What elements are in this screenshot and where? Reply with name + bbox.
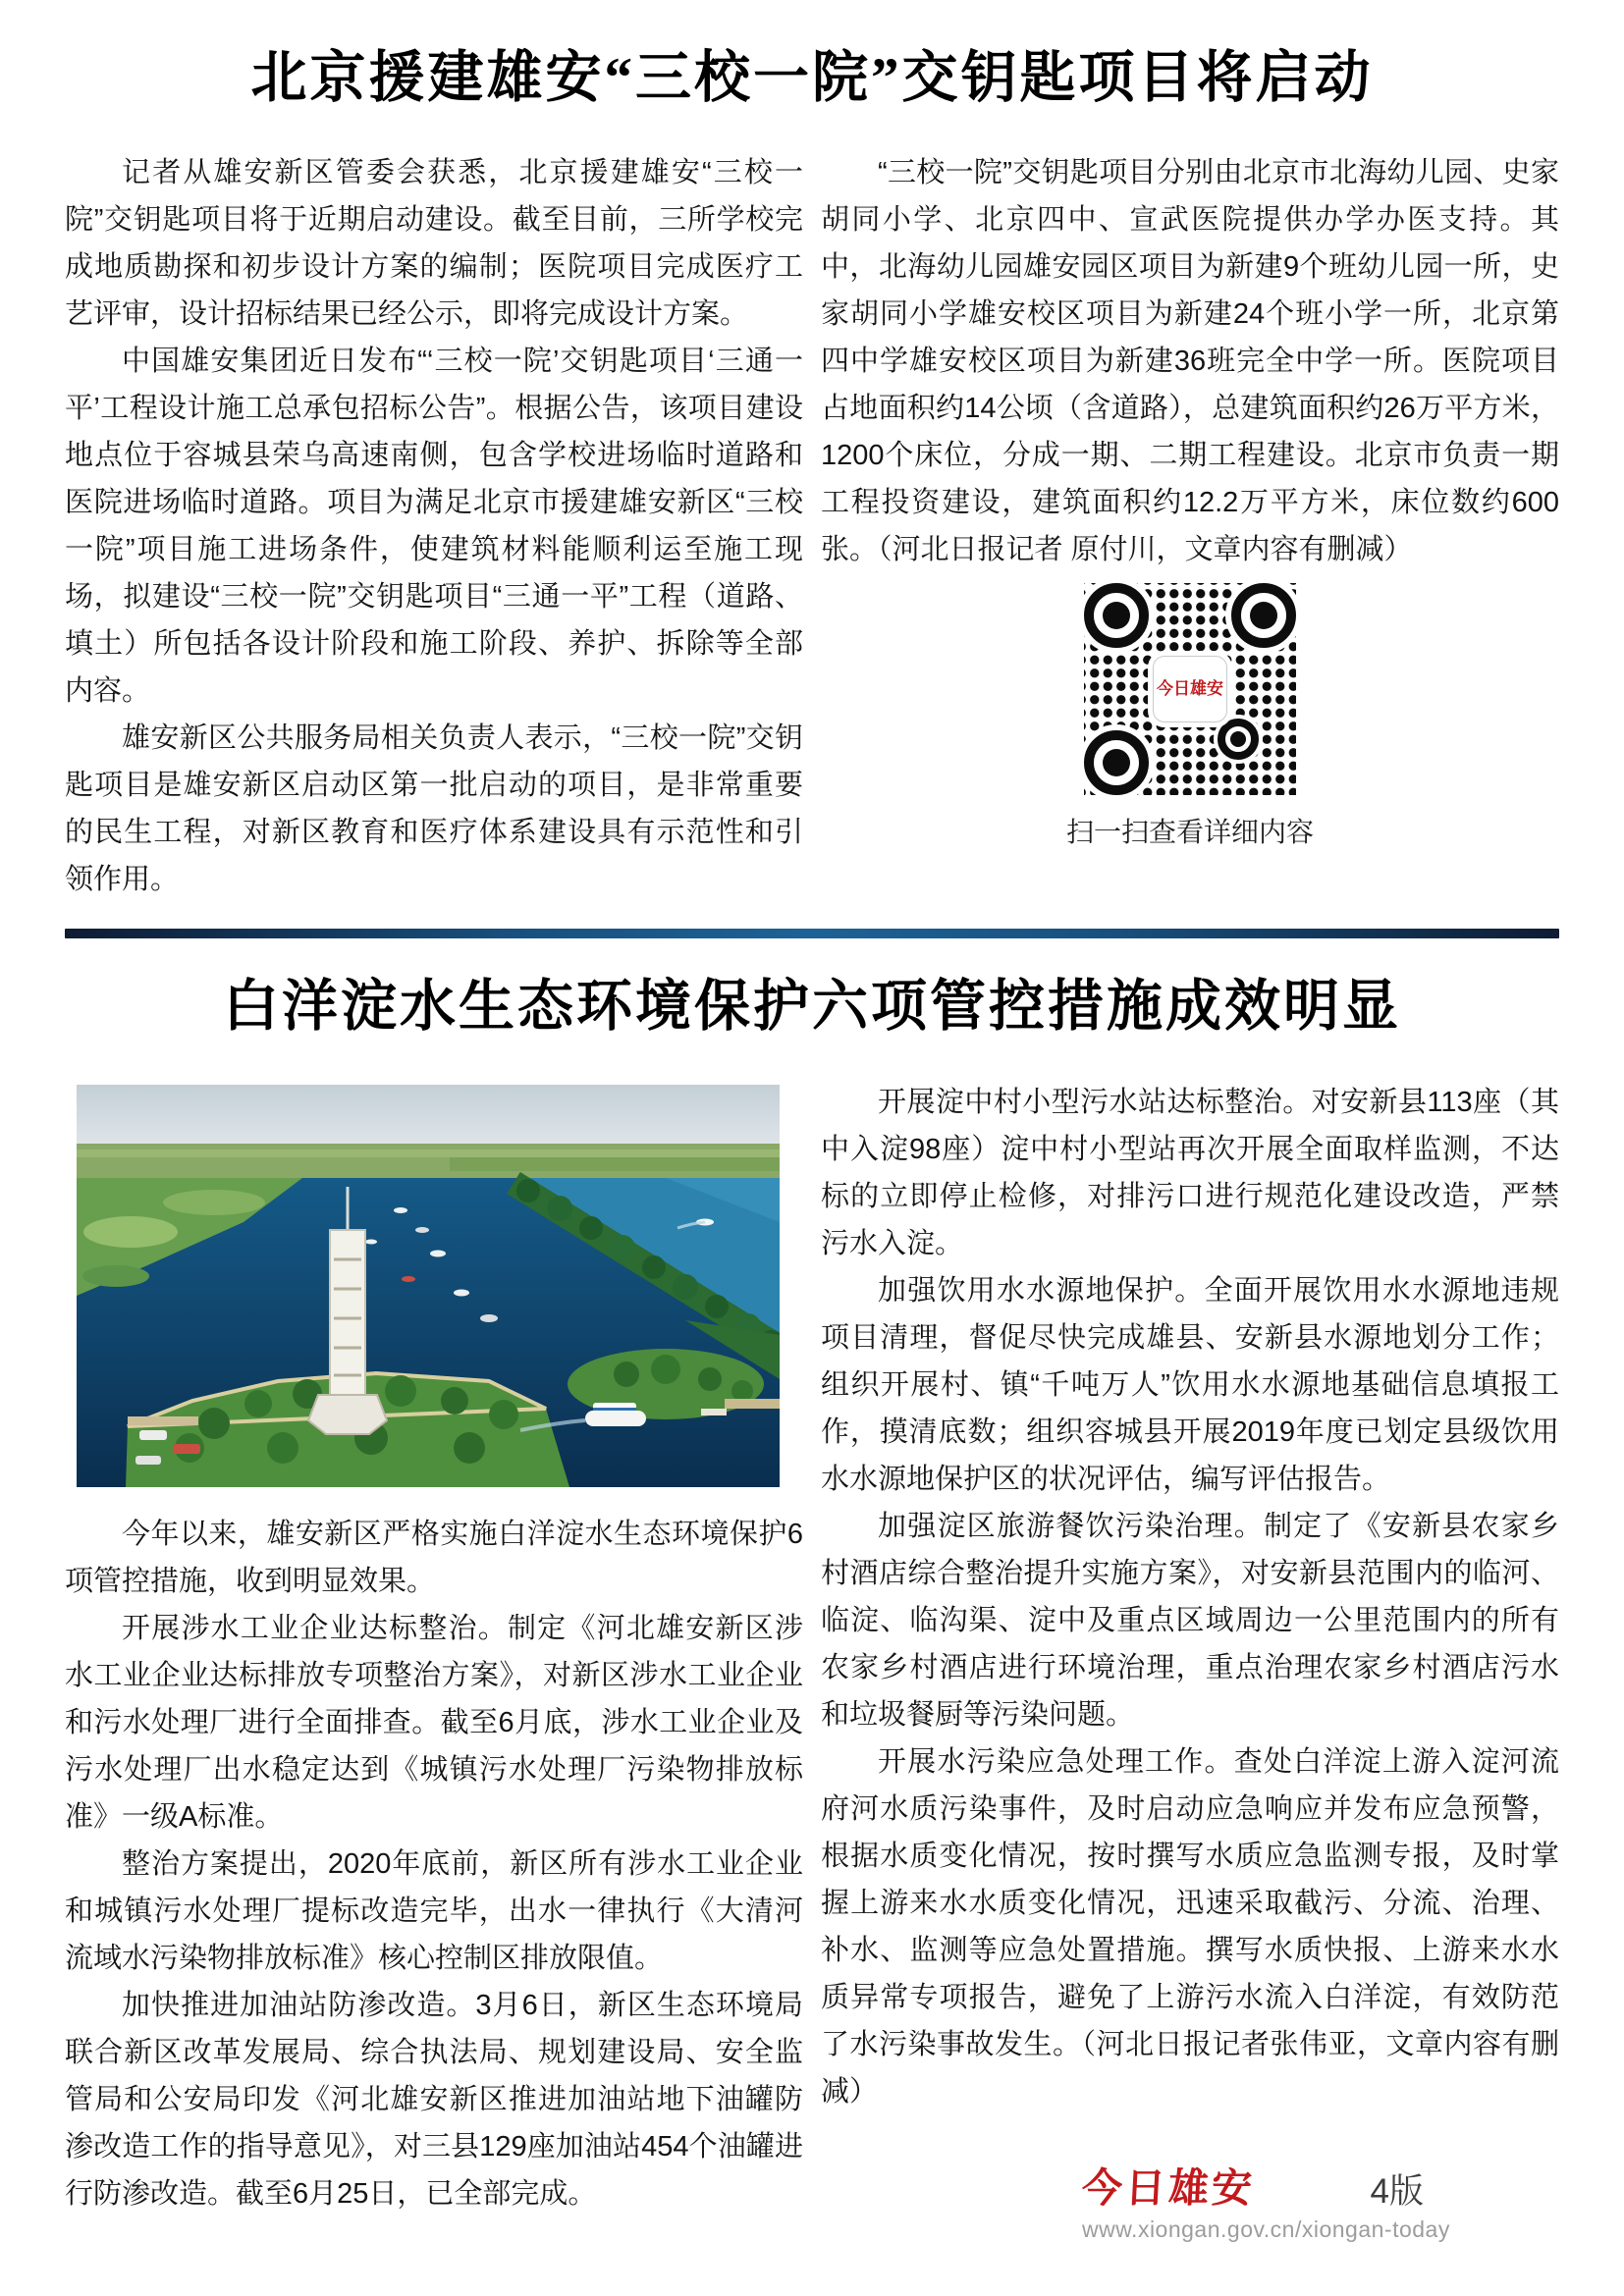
article1-columns xyxy=(65,149,1559,903)
article1-right-column xyxy=(821,149,1559,903)
paragraph: “三校一院”交钥匙项目分别由北京市北海幼儿园、史家胡同小学、北京四中、宣武医院提供办学办医支持。其中，北海幼儿园雄安园区项目为新建9个班幼儿园一所，史家胡同小学雄安校区项目为新建24个班小学一所，北京第四中学雄安校区项目为新建36班完全中学一所。医院项目占地面积约14公顷（含道路），总建筑面积约26万平方米，1200个床位，分成一期、二期工程建设。北京市负责一期工程投资建设，建筑面积约12.2万平方米，床位数约600张。（河北日报记者 原付川，文章内容有删减） xyxy=(821,157,1559,566)
page-footer xyxy=(1080,2164,1450,2244)
paragraph: 今年以来，雄安新区严格实施白洋淀水生态环境保护6项管控措施，收到明显效果。 xyxy=(65,1518,803,1597)
baiyangdian-aerial-photo xyxy=(77,1085,780,1487)
paragraph: 加快推进加油站防渗改造。3月6日，新区生态环境局联合新区改革发展局、综合执法局、规划建设局、安全监管局和公安局印发《河北雄安新区推进加油站地下油罐防渗改造工作的指导意见》，对三县129座加油站454个油罐进行防渗改造。截至6月25日，已全部完成。 xyxy=(65,1989,803,2210)
article2-left-column xyxy=(65,1079,803,2244)
page-number: 4版 xyxy=(1370,2171,1424,2211)
paragraph: 中国雄安集团近日发布“‘三校一院’交钥匙项目‘三通一平’工程设计施工总承包招标公告”。根据公告，该项目建设地点位于容城县荣乌高速南侧，包含学校进场临时道路和医院进场临时道路。项目为满足北京市援建雄安新区“三校一院”项目施工进场条件，使建筑材料能顺利运至施工现场，拟建设“三校一院”交钥匙项目“三通一平”工程（道路、填土）所包括各设计阶段和施工阶段、养护、拆除等全部内容。 xyxy=(65,346,803,708)
qr-finder-icon xyxy=(1084,583,1149,648)
masthead-logo: 今日雄安 xyxy=(1080,2164,1257,2211)
paragraph: 开展淀中村小型污水站达标整治。对安新县113座（其中入淀98座）淀中村小型站再次开展全面取样监测，不达标的立即停止检修，对排污口进行规范化建设改造，严禁污水入淀。 xyxy=(821,1086,1559,1259)
qr-finder-icon xyxy=(1218,719,1259,760)
site-url: www.xiongan.gov.cn/xiongan-today xyxy=(1082,2216,1450,2242)
paragraph: 开展涉水工业企业达标整治。制定《河北雄安新区涉水工业企业达标排放专项整治方案》，对新区涉水工业企业和污水处理厂进行全面排查。截至6月底，涉水工业企业及污水处理厂出水稳定达到《城镇污水处理厂污染物排放标准》一级A标准。 xyxy=(65,1612,803,1833)
qr-code xyxy=(1084,583,1296,795)
footer-row xyxy=(1080,2164,1424,2211)
article2-columns xyxy=(65,1079,1559,2244)
qr-finder-icon xyxy=(1231,583,1296,648)
article2-title: 白洋淀水生态环境保护六项管控措施成效明显 xyxy=(223,976,1401,1039)
qr-finder-icon xyxy=(1084,730,1149,795)
paragraph: 加强饮用水水源地保护。全面开展饮用水水源地违规项目清理，督促尽快完成雄县、安新县水源地划分工作；组织开展村、镇“千吨万人”饮用水水源地基础信息填报工作，摸清底数；组织容城县开展2019年度已划定县级饮用水水源地保护区的状况评估，编写评估报告。 xyxy=(821,1274,1559,1495)
qr-section xyxy=(821,583,1559,856)
qr-caption: 扫一扫查看详细内容 xyxy=(1065,817,1314,848)
paragraph: 加强淀区旅游餐饮污染治理。制定了《安新县农家乡村酒店综合整治提升实施方案》，对安新县范围内的临河、临淀、临沟渠、淀中及重点区域周边一公里范围内的所有农家乡村酒店进行环境治理，重点治理农家乡村酒店污水和垃圾餐厨等污染问题。 xyxy=(821,1510,1559,1731)
article1-title: 北京援建雄安“三校一院”交钥匙项目将启动 xyxy=(250,47,1374,109)
paragraph: 整治方案提出，2020年底前，新区所有涉水工业企业和城镇污水处理厂提标改造完毕，出水一律执行《大清河流域水污染物排放标准》核心控制区排放限值。 xyxy=(65,1847,803,1974)
paragraph: 记者从雄安新区管委会获悉，北京援建雄安“三校一院”交钥匙项目将于近期启动建设。截至目前，三所学校完成地质勘探和初步设计方案的编制；医院项目完成医疗工艺评审，设计招标结果已经公示，即将完成设计方案。 xyxy=(65,157,803,331)
section-divider xyxy=(65,929,1559,938)
article1-left-column xyxy=(65,149,803,903)
paragraph: 开展水污染应急处理工作。查处白洋淀上游入淀河流府河水质污染事件，及时启动应急响应并发布应急预警，根据水质变化情况，按时撰写水质应急监测专报，及时掌握上游来水水质变化情况，迅速采取截污、分流、治理、补水、监测等应急处置措施。撰写水质快报、上游来水水质异常专项报告，避免了上游污水流入白洋淀，有效防范了水污染事故发生。（河北日报记者张伟亚，文章内容有删减） xyxy=(821,1745,1559,2108)
qr-center-logo: 今日雄安 xyxy=(1153,656,1227,722)
paragraph: 雄安新区公共服务局相关负责人表示，“三校一院”交钥匙项目是雄安新区启动区第一批启动的项目，是非常重要的民生工程，对新区教育和医疗体系建设具有示范性和引领作用。 xyxy=(65,722,803,896)
article2-right-column xyxy=(821,1079,1559,2244)
